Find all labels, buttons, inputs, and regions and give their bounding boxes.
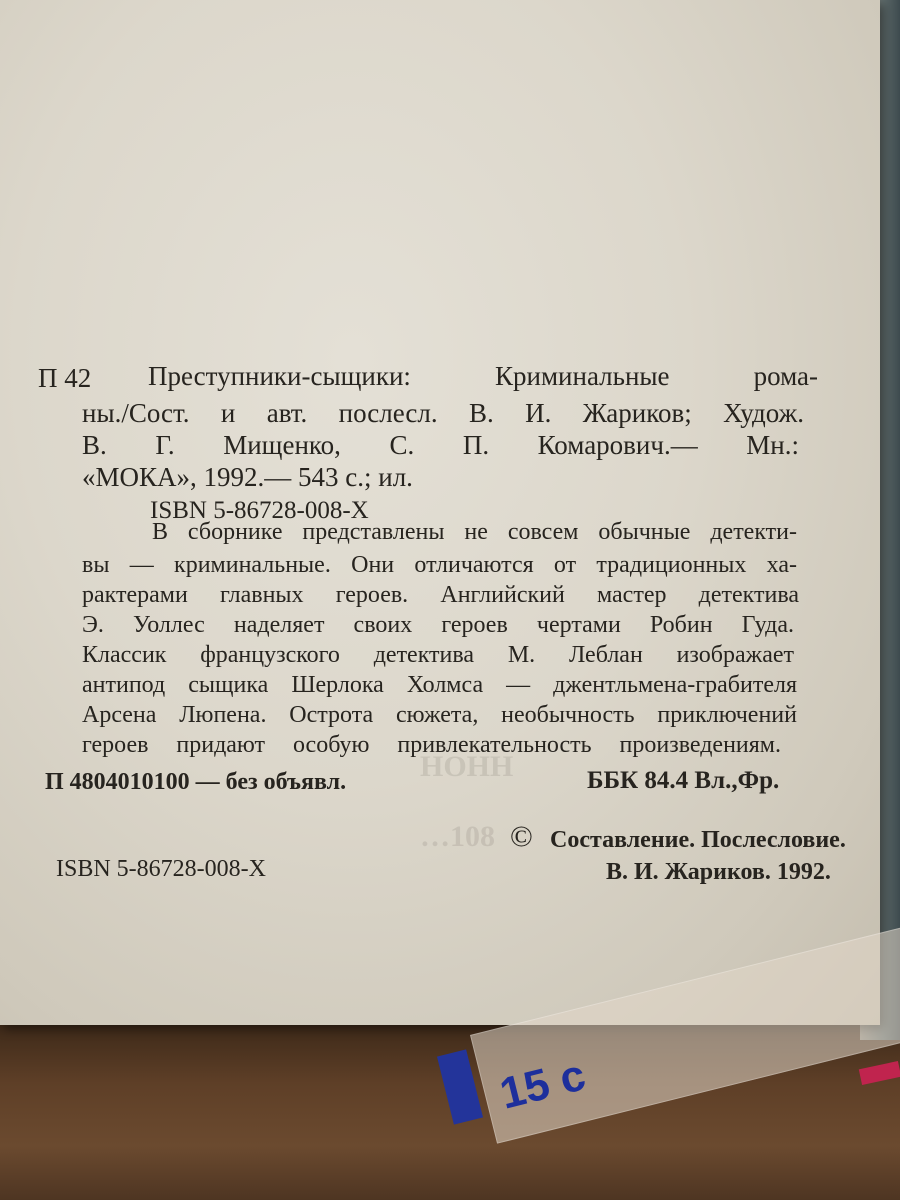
bbk-code: ББК 84.4 Вл.,Фр. bbox=[587, 767, 780, 794]
ruler-label: 15 c bbox=[495, 1050, 591, 1119]
copyright-line-2: В. И. Жариков. 1992. bbox=[606, 859, 831, 885]
annotation-line-1: В сборнике представлены не совсем обычные детекти- bbox=[152, 519, 797, 545]
annotation-line-5: Классик французского детектива М. Леблан изображает bbox=[82, 642, 794, 668]
record-line-4: «МОКА», 1992.— 543 с.; ил. bbox=[82, 462, 413, 492]
annotation-line-3: рактерами главных героев. Английский мастер детектива bbox=[82, 582, 799, 608]
record-code: П 42 bbox=[38, 363, 92, 393]
record-line-1: Преступники-сыщики: Криминальные рома- bbox=[148, 361, 818, 391]
record-line-3: В. Г. Мищенко, С. П. Комарович.— Мн.: bbox=[82, 430, 799, 460]
copyright-line-1: Составление. Послесловие. bbox=[550, 827, 846, 853]
index-code: П 4804010100 — без объявл. bbox=[45, 769, 347, 795]
annotation-line-4: Э. Уоллес наделяет своих героев чертами Робин Гуда. bbox=[82, 612, 794, 638]
copyright-symbol: © bbox=[510, 820, 533, 853]
record-line-2: ны./Сост. и авт. послесл. В. И. Жариков; Худож. bbox=[82, 398, 804, 428]
record-isbn: ISBN 5-86728-008-X bbox=[150, 497, 369, 524]
annotation-line-6: антипод сыщика Шерлока Холмса — джентльмена-грабителя bbox=[82, 672, 797, 698]
annotation-line-2: вы — криминальные. Они отличаются от традиционных ха- bbox=[82, 552, 797, 578]
footer-isbn: ISBN 5-86728-008-X bbox=[56, 856, 266, 882]
show-through-text-2: …108 bbox=[420, 820, 495, 853]
annotation-line-7: Арсена Люпена. Острота сюжета, необычность приключений bbox=[82, 702, 797, 728]
show-through-text: HOHH bbox=[420, 750, 514, 783]
annotation-line-8: героев придают особую привлекательность произведениям. bbox=[82, 732, 781, 758]
